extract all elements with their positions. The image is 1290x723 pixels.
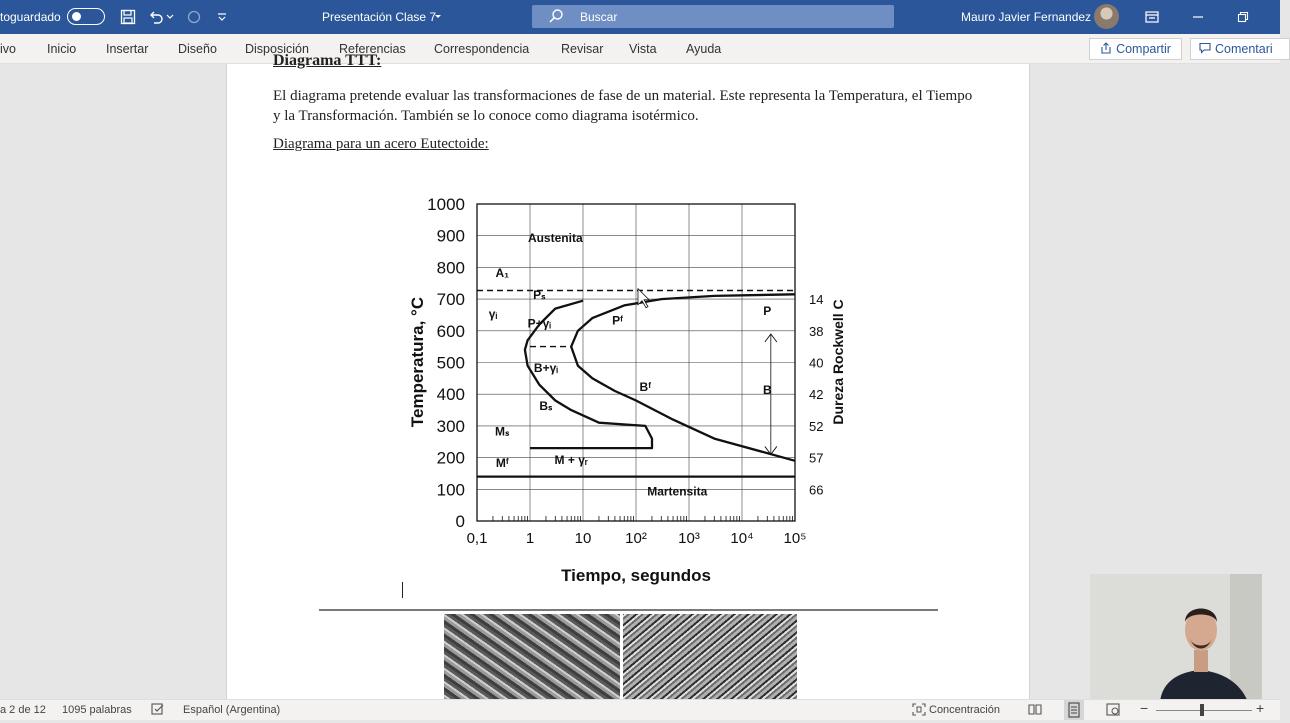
x-tick-label: 10⁴	[730, 530, 754, 547]
mouse-pointer-icon	[638, 289, 649, 308]
region-label: Mₛ	[495, 424, 510, 439]
y2-axis-label: Dureza Rockwell C	[830, 299, 846, 425]
tab-references[interactable]: Referencias	[339, 42, 406, 56]
y-axis-label: Temperatura, °C	[408, 296, 427, 428]
y-tick-label: 800	[436, 258, 465, 278]
hardness-tick-label: 57	[809, 450, 824, 466]
x-tick-label: 10⁵	[783, 530, 807, 547]
y-tick-label: 400	[436, 385, 465, 405]
status-bar	[0, 699, 1280, 720]
print-layout-icon[interactable]	[1064, 700, 1084, 720]
x-axis-label: Tiempo, segundos	[561, 566, 711, 585]
region-label: Austenita	[527, 231, 583, 246]
focus-mode-label[interactable]: Concentración	[929, 704, 1000, 716]
region-label: B	[762, 383, 772, 398]
word-count[interactable]: 1095 palabras	[62, 704, 132, 716]
user-name[interactable]: Mauro Javier Fernandez	[961, 10, 1092, 24]
avatar[interactable]	[1094, 4, 1119, 29]
share-icon	[1100, 42, 1112, 57]
tab-mailings[interactable]: Correspondencia	[434, 42, 530, 56]
y-tick-label: 900	[436, 226, 465, 246]
zoom-in-icon[interactable]: +	[1256, 700, 1265, 716]
proofing-icon[interactable]	[151, 703, 165, 719]
customize-toolbar-icon[interactable]	[212, 7, 232, 27]
region-label: P+γᵢ	[527, 316, 552, 331]
tab-home[interactable]: Inicio	[47, 42, 77, 56]
region-label: Bᶠ	[639, 380, 652, 395]
zoom-out-icon[interactable]: −	[1140, 700, 1149, 716]
tab-help[interactable]: Ayuda	[686, 42, 722, 56]
microstructure-image-1	[444, 614, 620, 704]
section-subheading: Diagrama para un acero Eutectoide:	[273, 136, 489, 152]
ribbon-tabs	[0, 34, 1280, 64]
document-canvas[interactable]	[0, 52, 1280, 699]
region-label: B+γᵢ	[533, 361, 558, 376]
comments-label: Comentari	[1215, 42, 1273, 56]
hardness-tick-label: 52	[809, 418, 824, 434]
region-label: Martensita	[647, 484, 708, 499]
region-label: Mᶠ	[495, 456, 509, 471]
zoom-slider-track[interactable]	[1156, 710, 1252, 711]
tab-review[interactable]: Revisar	[561, 42, 604, 56]
y-tick-label: 1000	[427, 195, 465, 214]
transformation-curve	[571, 294, 795, 461]
region-label: M + γᵣ	[554, 452, 588, 467]
region-label: Bₛ	[539, 399, 553, 414]
tab-layout[interactable]: Disposición	[245, 42, 309, 56]
title-bar	[0, 0, 1280, 34]
document-page[interactable]	[226, 52, 1030, 704]
tab-insert[interactable]: Insertar	[106, 42, 149, 56]
region-label: Pᶠ	[612, 313, 624, 328]
region-label: Pₛ	[533, 288, 546, 303]
hardness-tick-label: 38	[809, 323, 824, 339]
title-dropdown-icon[interactable]	[432, 7, 444, 27]
ribbon-display-icon[interactable]	[1142, 7, 1162, 27]
share-label: Compartir	[1116, 42, 1171, 56]
page-heading: Diagrama TTT:	[273, 52, 382, 69]
language-indicator[interactable]: Español (Argentina)	[183, 704, 281, 716]
zoom-slider-thumb[interactable]	[1200, 704, 1204, 716]
minimize-icon[interactable]	[1188, 7, 1208, 27]
share-button[interactable]	[1089, 38, 1182, 60]
y-tick-label: 0	[455, 512, 465, 531]
tab-view[interactable]: Vista	[629, 42, 657, 56]
y-tick-label: 500	[436, 353, 465, 373]
webcam-overlay	[1090, 574, 1262, 702]
restore-icon[interactable]	[1233, 7, 1253, 27]
ttt-diagram	[397, 194, 857, 594]
y-tick-label: 600	[436, 321, 465, 341]
x-tick-label: 0,1	[466, 530, 488, 547]
search-box[interactable]	[532, 5, 894, 28]
text-cursor	[402, 582, 403, 598]
x-tick-label: 1	[525, 530, 535, 547]
region-label: P	[763, 303, 772, 318]
x-tick-label: 10³	[678, 530, 700, 547]
redo-icon[interactable]	[184, 7, 204, 27]
search-icon	[548, 8, 564, 27]
autosave-toggle[interactable]	[67, 8, 105, 25]
web-layout-icon[interactable]	[1106, 703, 1120, 719]
region-label: A₁	[495, 265, 510, 280]
document-title[interactable]: Presentación Clase 7	[322, 10, 437, 24]
body-paragraph: El diagrama pretende evaluar las transformaciones de fase de un material. Este representa la Temperatura, el Tiempo y la Transformación. También se lo conoce como diagrama isotérmico.	[273, 88, 973, 124]
search-placeholder: Buscar	[580, 10, 618, 24]
hardness-tick-label: 14	[809, 292, 824, 308]
horizontal-rule	[319, 609, 938, 611]
x-tick-label: 10²	[625, 530, 647, 547]
x-tick-label: 10	[574, 530, 592, 547]
undo-icon[interactable]	[146, 7, 166, 27]
tab-design[interactable]: Diseño	[178, 42, 217, 56]
y-tick-label: 200	[436, 448, 465, 468]
region-label: γᵢ	[488, 307, 498, 322]
hardness-tick-label: 40	[809, 355, 824, 371]
autosave-label: toguardado	[0, 10, 61, 24]
undo-dropdown-icon[interactable]	[164, 7, 176, 27]
tab-file[interactable]: ivo	[0, 42, 16, 56]
comments-button[interactable]	[1190, 38, 1290, 60]
page-counter[interactable]: a 2 de 12	[0, 704, 46, 716]
y-tick-label: 100	[436, 480, 465, 500]
read-mode-icon[interactable]	[1028, 703, 1042, 719]
focus-icon[interactable]	[912, 703, 926, 719]
y-tick-label: 700	[436, 290, 465, 310]
comment-icon	[1199, 42, 1211, 57]
hardness-tick-label: 66	[809, 482, 824, 498]
save-icon[interactable]	[118, 7, 138, 27]
microstructure-image-2	[623, 614, 797, 704]
hardness-tick-label: 42	[809, 387, 824, 403]
y-tick-label: 300	[436, 416, 465, 436]
